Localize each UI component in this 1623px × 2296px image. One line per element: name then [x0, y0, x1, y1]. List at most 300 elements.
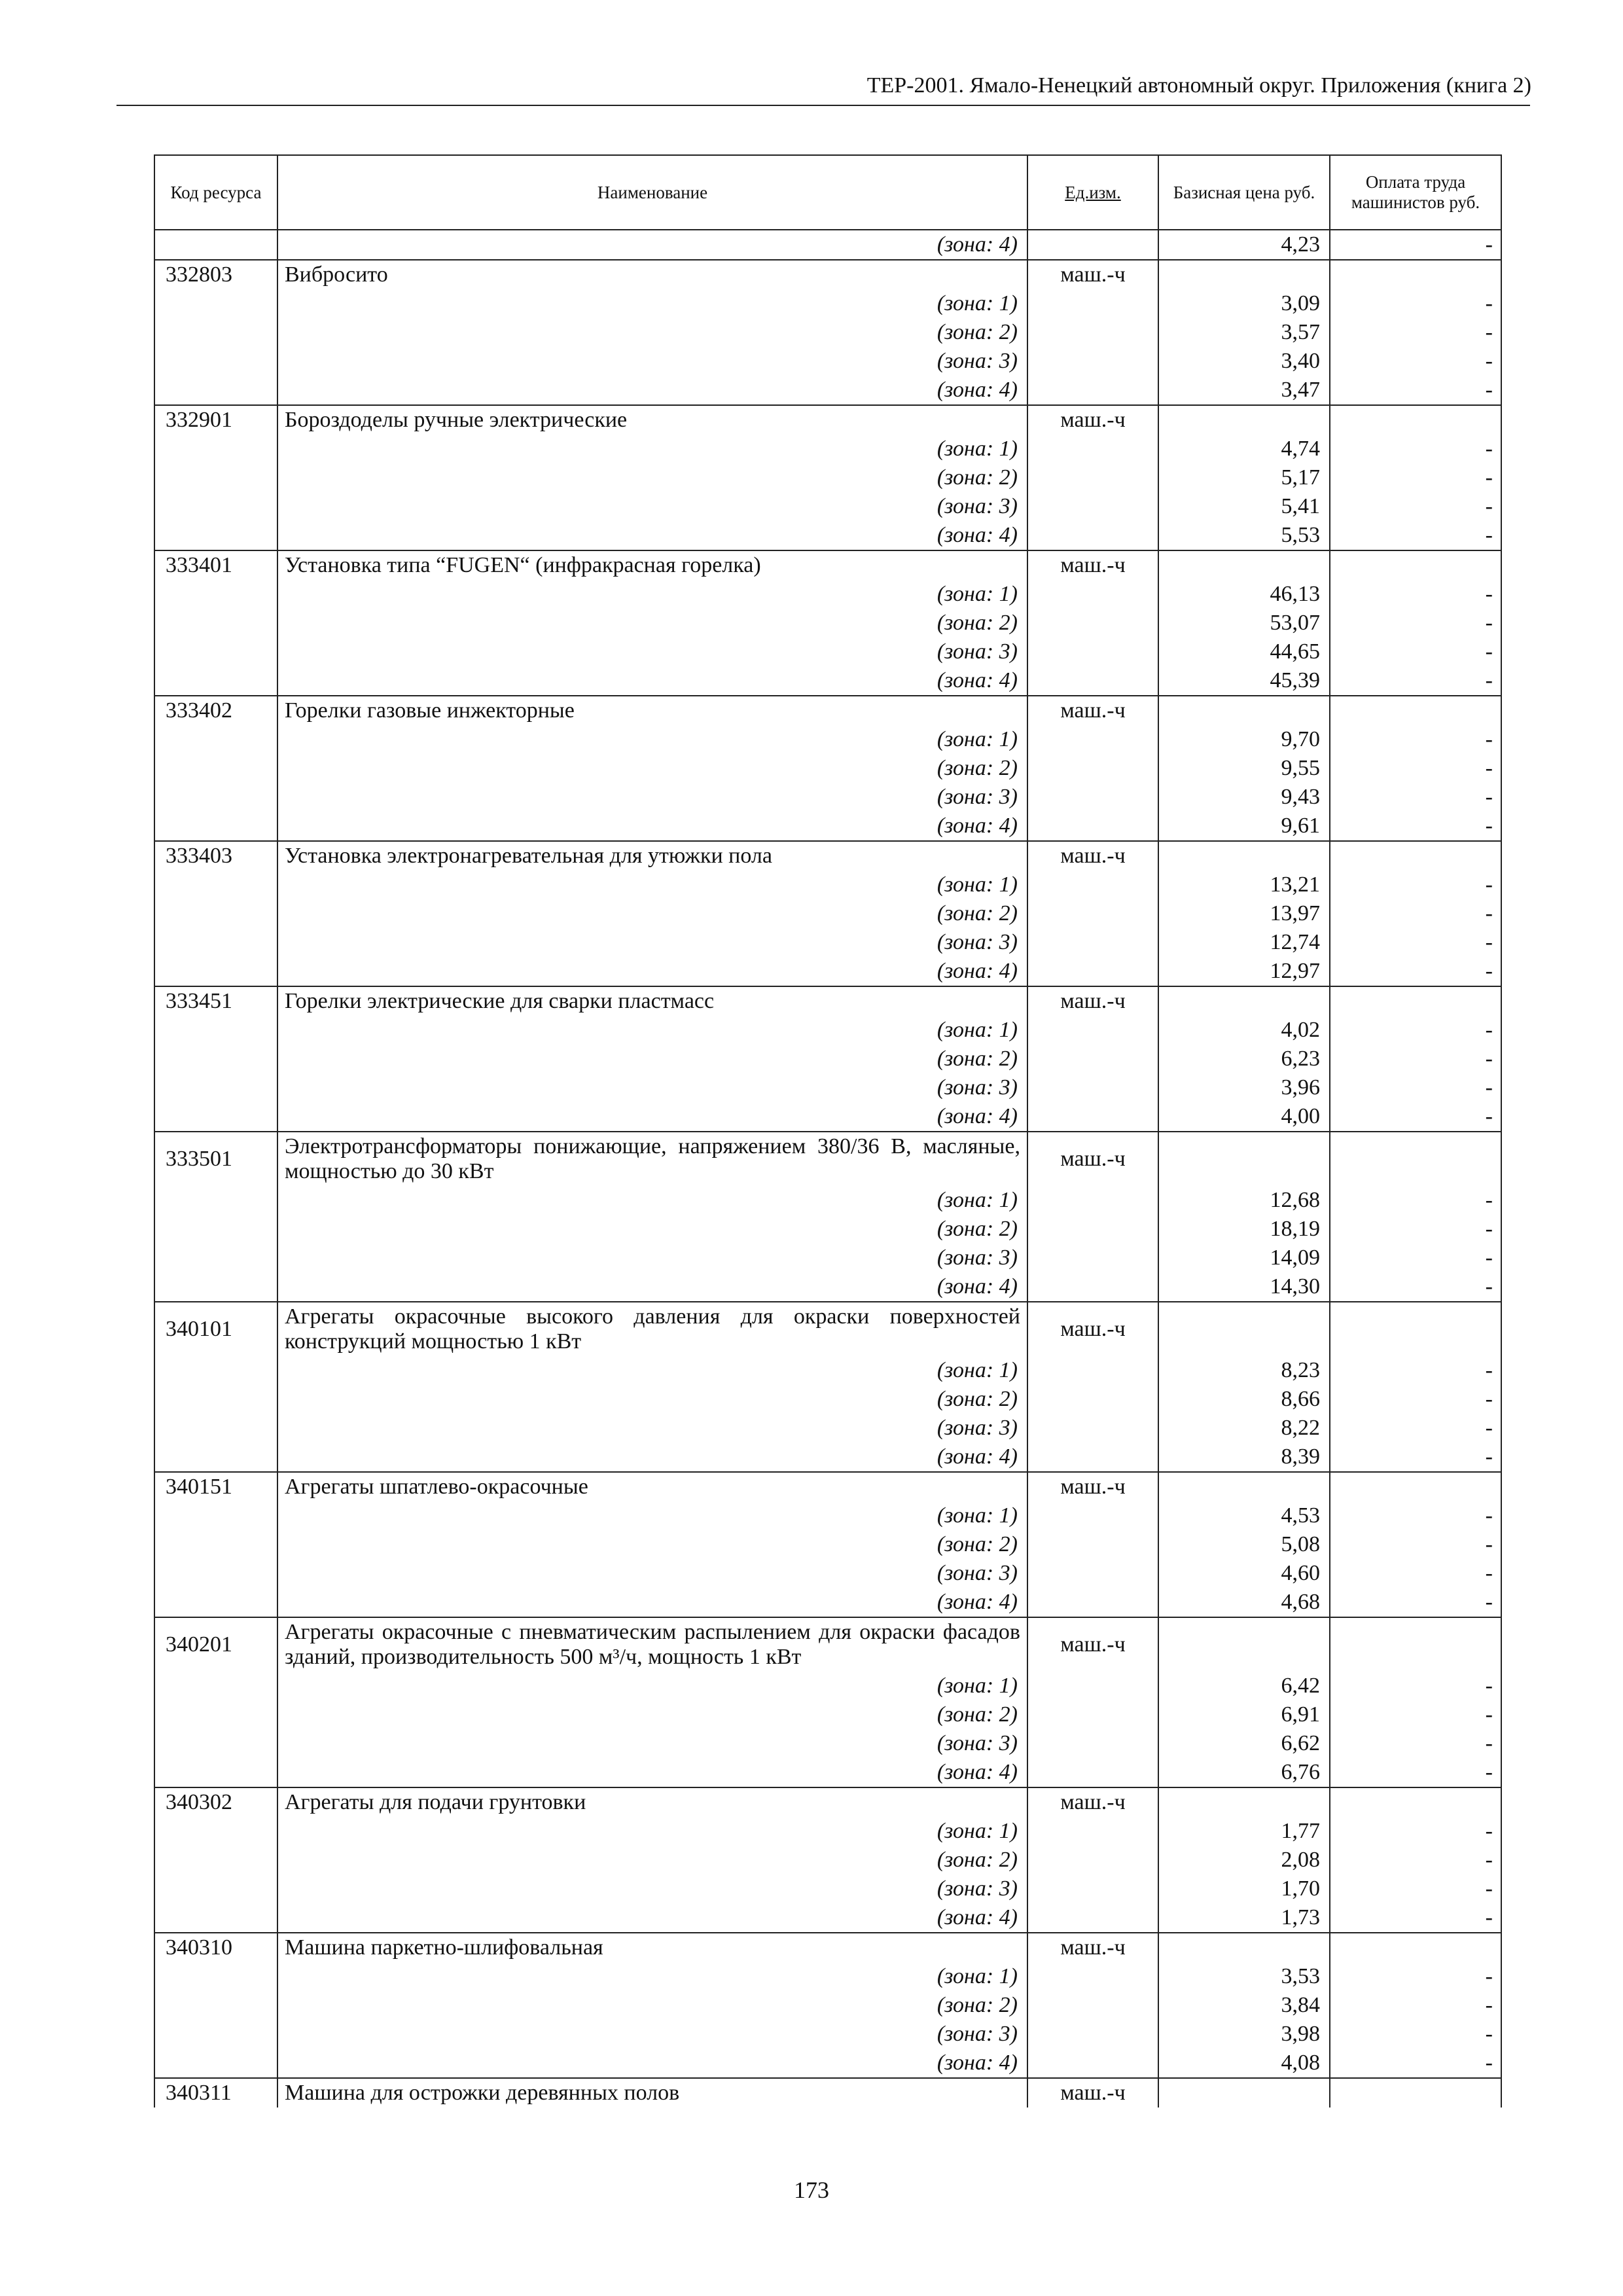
resource-unit: маш.-ч — [1027, 696, 1158, 725]
zone-label: (зона: 3) — [277, 928, 1027, 957]
resource-code-cell — [154, 609, 277, 637]
resource-name: Агрегаты окрасочные с пневматическим распылением для окраски фасадов зданий, производительность 500 м³/ч, мощность 1 кВт — [277, 1617, 1027, 1672]
resource-row — [154, 260, 1501, 289]
unit-cell — [1027, 435, 1158, 463]
resource-unit: маш.-ч — [1027, 1617, 1158, 1672]
resource-unit: маш.-ч — [1027, 1472, 1158, 1501]
resource-unit: маш.-ч — [1027, 260, 1158, 289]
resource-unit: маш.-ч — [1027, 1132, 1158, 1186]
unit-cell — [1027, 1102, 1158, 1132]
base-price — [1158, 1617, 1330, 1672]
unit-cell — [1027, 1501, 1158, 1530]
zone-label: (зона: 3) — [277, 2020, 1027, 2049]
operator-pay: - — [1330, 1672, 1501, 1700]
resource-name: Бороздоделы ручные электрические — [277, 405, 1027, 435]
zone-row — [154, 1559, 1501, 1588]
unit-cell — [1027, 637, 1158, 666]
column-header-name: Наименование — [277, 155, 1027, 230]
unit-cell — [1027, 1817, 1158, 1846]
operator-pay: - — [1330, 492, 1501, 521]
zone-label: (зона: 1) — [277, 1962, 1027, 1991]
resource-code: 340310 — [154, 1933, 277, 1962]
zone-row — [154, 1215, 1501, 1244]
operator-pay: - — [1330, 1443, 1501, 1472]
unit-cell — [1027, 1073, 1158, 1102]
operator-pay: - — [1330, 1102, 1501, 1132]
resource-code-cell — [154, 521, 277, 550]
operator-pay — [1330, 1617, 1501, 1672]
zone-row — [154, 1991, 1501, 2020]
operator-pay: - — [1330, 1588, 1501, 1617]
operator-pay: - — [1330, 637, 1501, 666]
zone-label: (зона: 4) — [277, 1102, 1027, 1132]
zone-row — [154, 1817, 1501, 1846]
zone-row — [154, 870, 1501, 899]
zone-row — [154, 783, 1501, 812]
operator-pay: - — [1330, 870, 1501, 899]
zone-row — [154, 1102, 1501, 1132]
unit-cell — [1027, 1272, 1158, 1302]
unit-cell — [1027, 289, 1158, 318]
resource-code-cell — [154, 580, 277, 609]
operator-pay: - — [1330, 1817, 1501, 1846]
zone-label: (зона: 1) — [277, 1672, 1027, 1700]
operator-pay: - — [1330, 1272, 1501, 1302]
zone-label: (зона: 3) — [277, 1244, 1027, 1272]
resource-code-cell — [154, 1443, 277, 1472]
operator-pay: - — [1330, 1045, 1501, 1073]
zone-row — [154, 318, 1501, 347]
unit-cell — [1027, 1991, 1158, 2020]
zone-label: (зона: 3) — [277, 1414, 1027, 1443]
unit-cell — [1027, 230, 1158, 260]
column-header-price: Базисная цена руб. — [1158, 155, 1330, 230]
zone-row — [154, 463, 1501, 492]
zone-label: (зона: 4) — [277, 1758, 1027, 1787]
operator-pay — [1330, 1472, 1501, 1501]
resource-code-cell — [154, 1817, 277, 1846]
resource-code-cell — [154, 1272, 277, 1302]
zone-row — [154, 957, 1501, 986]
operator-pay: - — [1330, 1385, 1501, 1414]
base-price: 45,39 — [1158, 666, 1330, 696]
zone-row — [154, 580, 1501, 609]
base-price — [1158, 2078, 1330, 2108]
operator-pay: - — [1330, 1846, 1501, 1874]
operator-pay — [1330, 986, 1501, 1016]
zone-label: (зона: 1) — [277, 580, 1027, 609]
resource-code-cell — [154, 637, 277, 666]
zone-label: (зона: 4) — [277, 666, 1027, 696]
base-price: 14,30 — [1158, 1272, 1330, 1302]
resource-code-cell — [154, 1356, 277, 1385]
zone-label: (зона: 2) — [277, 1045, 1027, 1073]
base-price — [1158, 986, 1330, 1016]
unit-cell — [1027, 2020, 1158, 2049]
base-price: 5,17 — [1158, 463, 1330, 492]
base-price: 1,73 — [1158, 1903, 1330, 1933]
base-price — [1158, 1787, 1330, 1817]
operator-pay: - — [1330, 1530, 1501, 1559]
zone-row — [154, 1530, 1501, 1559]
operator-pay: - — [1330, 928, 1501, 957]
unit-cell — [1027, 1903, 1158, 1933]
base-price: 9,43 — [1158, 783, 1330, 812]
unit-cell — [1027, 957, 1158, 986]
base-price: 6,76 — [1158, 1758, 1330, 1787]
base-price: 4,74 — [1158, 435, 1330, 463]
base-price: 4,08 — [1158, 2049, 1330, 2078]
operator-pay: - — [1330, 1874, 1501, 1903]
base-price: 13,97 — [1158, 899, 1330, 928]
operator-pay — [1330, 2078, 1501, 2108]
resource-name: Электротрансформаторы понижающие, напряжением 380/36 В, масляные, мощностью до 30 кВт — [277, 1132, 1027, 1186]
base-price — [1158, 550, 1330, 580]
resource-row — [154, 405, 1501, 435]
operator-pay: - — [1330, 1758, 1501, 1787]
resource-row — [154, 2078, 1501, 2108]
resource-code: 332803 — [154, 260, 277, 289]
base-price: 1,70 — [1158, 1874, 1330, 1903]
unit-cell — [1027, 1045, 1158, 1073]
resource-code-cell — [154, 1215, 277, 1244]
operator-pay — [1330, 405, 1501, 435]
resource-code-cell — [154, 347, 277, 376]
operator-pay — [1330, 550, 1501, 580]
zone-row — [154, 521, 1501, 550]
base-price: 6,23 — [1158, 1045, 1330, 1073]
unit-cell — [1027, 1700, 1158, 1729]
resource-unit: маш.-ч — [1027, 986, 1158, 1016]
zone-label: (зона: 1) — [277, 289, 1027, 318]
table-header — [154, 155, 1501, 230]
resource-unit: маш.-ч — [1027, 841, 1158, 870]
base-price: 12,68 — [1158, 1186, 1330, 1215]
base-price: 18,19 — [1158, 1215, 1330, 1244]
resource-code: 333402 — [154, 696, 277, 725]
zone-row — [154, 1874, 1501, 1903]
resource-code: 340151 — [154, 1472, 277, 1501]
unit-cell — [1027, 1385, 1158, 1414]
operator-pay: - — [1330, 318, 1501, 347]
base-price: 2,08 — [1158, 1846, 1330, 1874]
base-price: 5,41 — [1158, 492, 1330, 521]
base-price: 4,23 — [1158, 230, 1330, 260]
base-price: 8,39 — [1158, 1443, 1330, 1472]
zone-label: (зона: 3) — [277, 1729, 1027, 1758]
operator-pay: - — [1330, 1356, 1501, 1385]
zone-row — [154, 1272, 1501, 1302]
zone-row — [154, 1846, 1501, 1874]
unit-cell — [1027, 1672, 1158, 1700]
zone-row — [154, 1356, 1501, 1385]
base-price: 3,98 — [1158, 2020, 1330, 2049]
unit-cell — [1027, 376, 1158, 405]
resource-code: 333403 — [154, 841, 277, 870]
unit-cell — [1027, 1758, 1158, 1787]
resource-code-cell — [154, 1588, 277, 1617]
resource-unit: маш.-ч — [1027, 2078, 1158, 2108]
resource-unit: маш.-ч — [1027, 405, 1158, 435]
operator-pay: - — [1330, 1729, 1501, 1758]
zone-label: (зона: 2) — [277, 1700, 1027, 1729]
unit-cell — [1027, 1215, 1158, 1244]
base-price: 8,23 — [1158, 1356, 1330, 1385]
base-price: 46,13 — [1158, 580, 1330, 609]
resource-code-cell — [154, 928, 277, 957]
zone-label: (зона: 3) — [277, 637, 1027, 666]
unit-cell — [1027, 1356, 1158, 1385]
unit-cell — [1027, 1443, 1158, 1472]
zone-row — [154, 1672, 1501, 1700]
base-price: 8,66 — [1158, 1385, 1330, 1414]
operator-pay — [1330, 1132, 1501, 1186]
resource-code-cell — [154, 1758, 277, 1787]
zone-row — [154, 376, 1501, 405]
base-price: 3,09 — [1158, 289, 1330, 318]
zone-row — [154, 1443, 1501, 1472]
resource-row — [154, 1472, 1501, 1501]
operator-pay: - — [1330, 1903, 1501, 1933]
zone-label: (зона: 4) — [277, 957, 1027, 986]
zone-label: (зона: 4) — [277, 230, 1027, 260]
base-price: 12,74 — [1158, 928, 1330, 957]
resource-unit: маш.-ч — [1027, 1933, 1158, 1962]
unit-cell — [1027, 1874, 1158, 1903]
operator-pay: - — [1330, 666, 1501, 696]
zone-row — [154, 666, 1501, 696]
operator-pay: - — [1330, 725, 1501, 754]
operator-pay: - — [1330, 1414, 1501, 1443]
resource-row — [154, 1302, 1501, 1356]
base-price: 6,91 — [1158, 1700, 1330, 1729]
base-price — [1158, 696, 1330, 725]
zone-label: (зона: 4) — [277, 2049, 1027, 2078]
resource-unit: маш.-ч — [1027, 1787, 1158, 1817]
unit-cell — [1027, 1186, 1158, 1215]
base-price: 9,55 — [1158, 754, 1330, 783]
resource-code: 333451 — [154, 986, 277, 1016]
unit-cell — [1027, 463, 1158, 492]
zone-row — [154, 754, 1501, 783]
base-price — [1158, 1302, 1330, 1356]
base-price: 6,42 — [1158, 1672, 1330, 1700]
zone-label: (зона: 2) — [277, 1991, 1027, 2020]
resource-unit: маш.-ч — [1027, 550, 1158, 580]
operator-pay: - — [1330, 435, 1501, 463]
operator-pay: - — [1330, 1215, 1501, 1244]
zone-label: (зона: 3) — [277, 783, 1027, 812]
zone-label: (зона: 1) — [277, 1016, 1027, 1045]
unit-cell — [1027, 580, 1158, 609]
zone-row — [154, 2049, 1501, 2078]
zone-row — [154, 1016, 1501, 1045]
zone-row — [154, 1729, 1501, 1758]
operator-pay — [1330, 1933, 1501, 1962]
base-price — [1158, 1933, 1330, 1962]
resource-code-cell — [154, 1874, 277, 1903]
unit-cell — [1027, 1559, 1158, 1588]
zone-row — [154, 492, 1501, 521]
zone-label: (зона: 4) — [277, 1588, 1027, 1617]
resource-code-cell — [154, 783, 277, 812]
zone-row — [154, 812, 1501, 841]
zone-row — [154, 1962, 1501, 1991]
resource-code: 340101 — [154, 1302, 277, 1356]
operator-pay — [1330, 696, 1501, 725]
unit-cell — [1027, 1846, 1158, 1874]
unit-cell — [1027, 1588, 1158, 1617]
operator-pay: - — [1330, 347, 1501, 376]
base-price: 3,47 — [1158, 376, 1330, 405]
resource-code-cell — [154, 1016, 277, 1045]
zone-label: (зона: 1) — [277, 1356, 1027, 1385]
zone-label: (зона: 1) — [277, 870, 1027, 899]
base-price: 14,09 — [1158, 1244, 1330, 1272]
resource-row — [154, 986, 1501, 1016]
header-rule — [116, 105, 1530, 106]
resource-unit: маш.-ч — [1027, 1302, 1158, 1356]
operator-pay: - — [1330, 812, 1501, 841]
page-number: 173 — [794, 2177, 829, 2203]
zone-row — [154, 2020, 1501, 2049]
base-price: 5,08 — [1158, 1530, 1330, 1559]
unit-cell — [1027, 2049, 1158, 2078]
unit-cell — [1027, 812, 1158, 841]
zone-label: (зона: 2) — [277, 1530, 1027, 1559]
zone-row — [154, 1501, 1501, 1530]
resource-name: Машина для острожки деревянных полов — [277, 2078, 1027, 2108]
resource-code-cell — [154, 1244, 277, 1272]
resource-row — [154, 1787, 1501, 1817]
base-price: 3,40 — [1158, 347, 1330, 376]
operator-pay — [1330, 260, 1501, 289]
zone-row — [154, 1385, 1501, 1414]
zone-label: (зона: 3) — [277, 1559, 1027, 1588]
zone-row — [154, 1758, 1501, 1787]
zone-row — [154, 1414, 1501, 1443]
zone-label: (зона: 2) — [277, 463, 1027, 492]
resource-code: 340302 — [154, 1787, 277, 1817]
resource-name: Агрегаты окрасочные высокого давления для окраски поверхностей конструкций мощностью 1 кВт — [277, 1302, 1027, 1356]
resource-code-cell — [154, 725, 277, 754]
column-header-pay: Оплата труда машинистов руб. — [1330, 155, 1501, 230]
operator-pay: - — [1330, 1073, 1501, 1102]
operator-pay: - — [1330, 1962, 1501, 1991]
unit-cell — [1027, 318, 1158, 347]
zone-label: (зона: 2) — [277, 1846, 1027, 1874]
base-price: 4,02 — [1158, 1016, 1330, 1045]
resource-row — [154, 696, 1501, 725]
resource-code: 333501 — [154, 1132, 277, 1186]
resource-code-cell — [154, 492, 277, 521]
resource-code-cell — [154, 1385, 277, 1414]
resource-code-cell — [154, 1903, 277, 1933]
base-price: 3,96 — [1158, 1073, 1330, 1102]
zone-row — [154, 1073, 1501, 1102]
zone-row — [154, 289, 1501, 318]
operator-pay: - — [1330, 899, 1501, 928]
resource-code-cell — [154, 1102, 277, 1132]
resource-code-cell — [154, 318, 277, 347]
zone-label: (зона: 4) — [277, 1903, 1027, 1933]
resource-code-cell — [154, 376, 277, 405]
resource-code-cell — [154, 1729, 277, 1758]
zone-row — [154, 928, 1501, 957]
resource-name: Установка типа “FUGEN“ (инфракрасная горелка) — [277, 550, 1027, 580]
resource-code-cell — [154, 230, 277, 260]
base-price: 44,65 — [1158, 637, 1330, 666]
operator-pay: - — [1330, 1016, 1501, 1045]
operator-pay: - — [1330, 783, 1501, 812]
operator-pay: - — [1330, 609, 1501, 637]
base-price: 9,61 — [1158, 812, 1330, 841]
zone-label: (зона: 1) — [277, 435, 1027, 463]
base-price: 4,60 — [1158, 1559, 1330, 1588]
unit-cell — [1027, 492, 1158, 521]
unit-cell — [1027, 1414, 1158, 1443]
operator-pay: - — [1330, 957, 1501, 986]
column-header-unit: Ед.изм. — [1027, 155, 1158, 230]
resource-code: 340311 — [154, 2078, 277, 2108]
unit-cell — [1027, 1244, 1158, 1272]
resource-name: Установка электронагревательная для утюжки пола — [277, 841, 1027, 870]
zone-row — [154, 1903, 1501, 1933]
resource-name: Агрегаты шпатлево-окрасочные — [277, 1472, 1027, 1501]
resource-row — [154, 841, 1501, 870]
zone-label: (зона: 1) — [277, 725, 1027, 754]
zone-row — [154, 1045, 1501, 1073]
zone-label: (зона: 2) — [277, 899, 1027, 928]
resource-code-cell — [154, 870, 277, 899]
operator-pay: - — [1330, 1186, 1501, 1215]
zone-label: (зона: 2) — [277, 1215, 1027, 1244]
operator-pay: - — [1330, 230, 1501, 260]
unit-cell — [1027, 1962, 1158, 1991]
resource-code-cell — [154, 754, 277, 783]
resource-name: Агрегаты для подачи грунтовки — [277, 1787, 1027, 1817]
zone-label: (зона: 4) — [277, 376, 1027, 405]
resource-code: 332901 — [154, 405, 277, 435]
base-price — [1158, 260, 1330, 289]
unit-cell — [1027, 783, 1158, 812]
resource-code-cell — [154, 2049, 277, 2078]
zone-row — [154, 347, 1501, 376]
zone-row — [154, 1186, 1501, 1215]
resource-code-cell — [154, 1846, 277, 1874]
resource-name: Горелки газовые инжекторные — [277, 696, 1027, 725]
unit-cell — [1027, 1530, 1158, 1559]
unit-cell — [1027, 725, 1158, 754]
operator-pay: - — [1330, 580, 1501, 609]
zone-label: (зона: 3) — [277, 1874, 1027, 1903]
resource-code-cell — [154, 1530, 277, 1559]
operator-pay: - — [1330, 521, 1501, 550]
resource-price-table — [154, 154, 1502, 2108]
resource-code-cell — [154, 435, 277, 463]
resource-code: 333401 — [154, 550, 277, 580]
resource-code-cell — [154, 1962, 277, 1991]
unit-cell — [1027, 928, 1158, 957]
zone-row — [154, 1588, 1501, 1617]
operator-pay: - — [1330, 2049, 1501, 2078]
resource-code-cell — [154, 1045, 277, 1073]
resource-code-cell — [154, 899, 277, 928]
zone-row — [154, 230, 1501, 260]
base-price: 3,84 — [1158, 1991, 1330, 2020]
zone-row — [154, 899, 1501, 928]
resource-code-cell — [154, 957, 277, 986]
